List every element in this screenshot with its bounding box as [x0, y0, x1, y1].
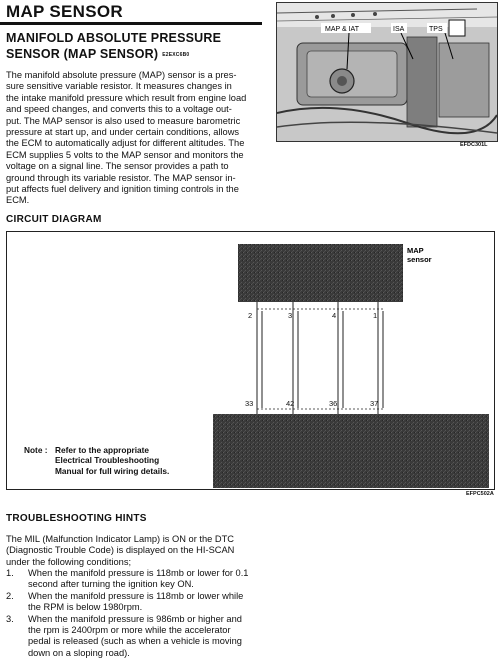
section-heading-line2: [6, 47, 189, 61]
ecm-pin: 33: [245, 399, 254, 408]
map-iat-label: MAP & IAT: [325, 26, 359, 33]
ecm-pin: 37: [370, 399, 379, 408]
note-line: Refer to the appropriate: [55, 445, 150, 455]
list-item: [6, 591, 418, 614]
description-line: The manifold absolute pressure (MAP) sensor is a pres-: [6, 70, 237, 80]
circuit-heading: CIRCUIT DIAGRAM: [6, 214, 102, 225]
list-item-line: When the manifold pressure is 118mb or lower for 0.1: [28, 568, 249, 578]
list-item-number: 1.: [6, 568, 14, 578]
intro-line: The MIL (Malfunction Indicator Lamp) is ON or the DTC: [6, 534, 235, 544]
sensor-description: [6, 70, 270, 207]
description-line: the intake manifold pressure which result from engine load: [6, 92, 247, 103]
description-line: and speed changes, and converts this to a voltage out-: [6, 104, 232, 115]
section-code: E2EXC6B0: [162, 51, 190, 58]
ecm-pin: 36: [329, 399, 338, 408]
list-item-line: second after turning the ignition key ON.: [28, 579, 194, 590]
description-line: ground through its variable resistor. The MAP sensor in-: [6, 172, 236, 183]
note-line: Electrical Troubleshooting: [55, 455, 160, 466]
troubleshooting-heading: TROUBLESHOOTING HINTS: [6, 513, 147, 524]
ecm-block: [213, 414, 489, 488]
description-line: voltage on a signal line. The sensor provides a path to: [6, 161, 229, 172]
list-item-line: When the manifold pressure is 986mb or higher and: [28, 613, 242, 624]
list-item-line: down on a sloping road).: [28, 647, 130, 658]
list-item: [6, 568, 418, 591]
list-item-line: pedal is released (such as when a vehicle is moving: [28, 636, 242, 647]
list-item-text: [28, 591, 418, 614]
ecm-pin: 42: [286, 399, 295, 408]
map-sensor-block: [238, 244, 403, 302]
engine-bay-photo: [276, 2, 498, 142]
description-line: sure sensitive variable resistor. It measures changes in: [6, 81, 232, 92]
description-line: pressure at start up, and under certain conditions, allows: [6, 127, 240, 138]
list-item-number: 3.: [6, 613, 14, 624]
page-title: MAP SENSOR: [6, 2, 123, 21]
list-item-text: [28, 568, 418, 591]
sensor-pin: 4: [332, 311, 337, 320]
note-line: Manual for full wiring details.: [55, 465, 170, 476]
description-line: ECM.: [6, 195, 30, 206]
engine-bay-illustration: [277, 3, 497, 141]
note-label: Note :: [24, 445, 48, 455]
list-item-number: 2.: [6, 590, 14, 601]
sensor-pin: 2: [248, 311, 253, 320]
troubleshooting-list: [6, 568, 418, 659]
description-line: ECM supplies 5 volts to the MAP sensor and monitors the: [6, 149, 244, 160]
diagram-figure-id: EFPC502A: [466, 491, 494, 497]
title-underline: [0, 22, 262, 25]
list-item: [6, 614, 418, 660]
list-item-line: the RPM is below 1980rpm.: [28, 602, 143, 613]
section-heading-line1: MANIFOLD ABSOLUTE PRESSURE: [6, 31, 222, 45]
list-item-line: When the manifold pressure is 118mb or lower while: [28, 590, 244, 601]
map-sensor-label-line1: MAP: [407, 246, 424, 255]
note-text: [55, 445, 215, 476]
sensor-pin: 3: [288, 311, 293, 320]
intro-line: under the following conditions;: [6, 556, 132, 567]
photo-figure-id: EFDC301L: [460, 142, 488, 148]
map-sensor-label-line2: sensor: [407, 255, 432, 264]
list-item-text: [28, 614, 418, 660]
section-heading-line2-text: SENSOR (MAP SENSOR): [6, 47, 159, 61]
troubleshooting-intro: [6, 534, 418, 568]
sensor-pin: 1: [373, 311, 378, 320]
description-line: put. The MAP sensor is also used to measure barometric: [6, 115, 241, 126]
list-item-line: the rpm is 2400rpm or more while the accelerator: [28, 625, 231, 636]
description-line: the ECM to automatically adjust for different altitudes. The: [6, 138, 245, 149]
isa-label: ISA: [393, 26, 405, 33]
tps-label: TPS: [429, 26, 443, 33]
intro-line: (Diagnostic Trouble Code) is displayed on the HI-SCAN: [6, 545, 235, 556]
description-line: put affects fuel delivery and ignition timing controls in the: [6, 184, 239, 195]
